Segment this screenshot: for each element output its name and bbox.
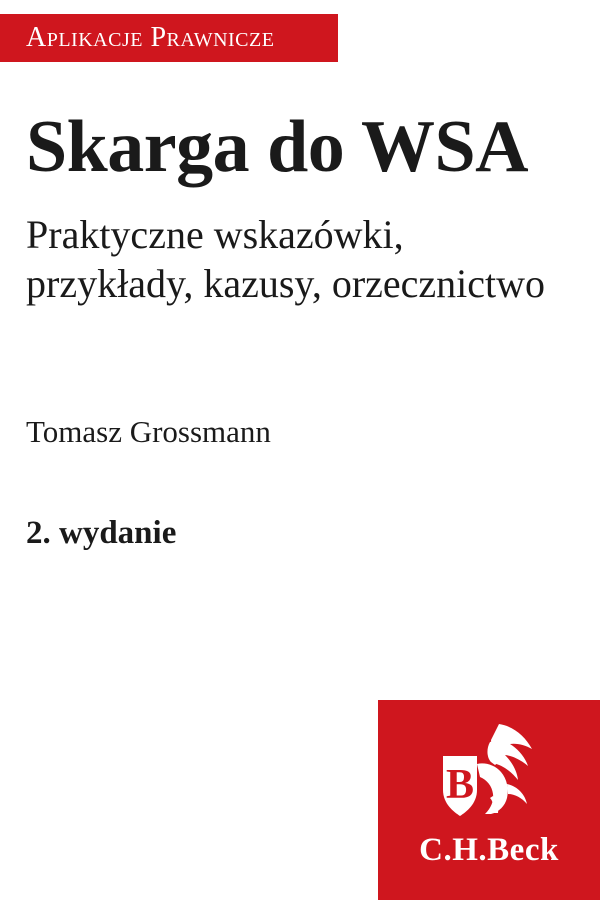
series-banner — [0, 14, 338, 62]
book-subtitle: Praktyczne wskazówki, przykłady, kazusy, orzecznictwo — [26, 212, 546, 307]
publisher-logo — [378, 700, 600, 900]
book-title: Skarga do WSA — [26, 106, 529, 188]
title-block — [26, 106, 574, 309]
series-label: Aplikacje Prawnicze — [26, 22, 275, 53]
griffin-emblem-icon — [433, 718, 545, 824]
book-edition: 2. wydanie — [26, 515, 177, 551]
svg-text:B: B — [445, 762, 475, 808]
book-author: Tomasz Grossmann — [26, 414, 271, 449]
publisher-name: C.H.Beck — [419, 832, 559, 868]
